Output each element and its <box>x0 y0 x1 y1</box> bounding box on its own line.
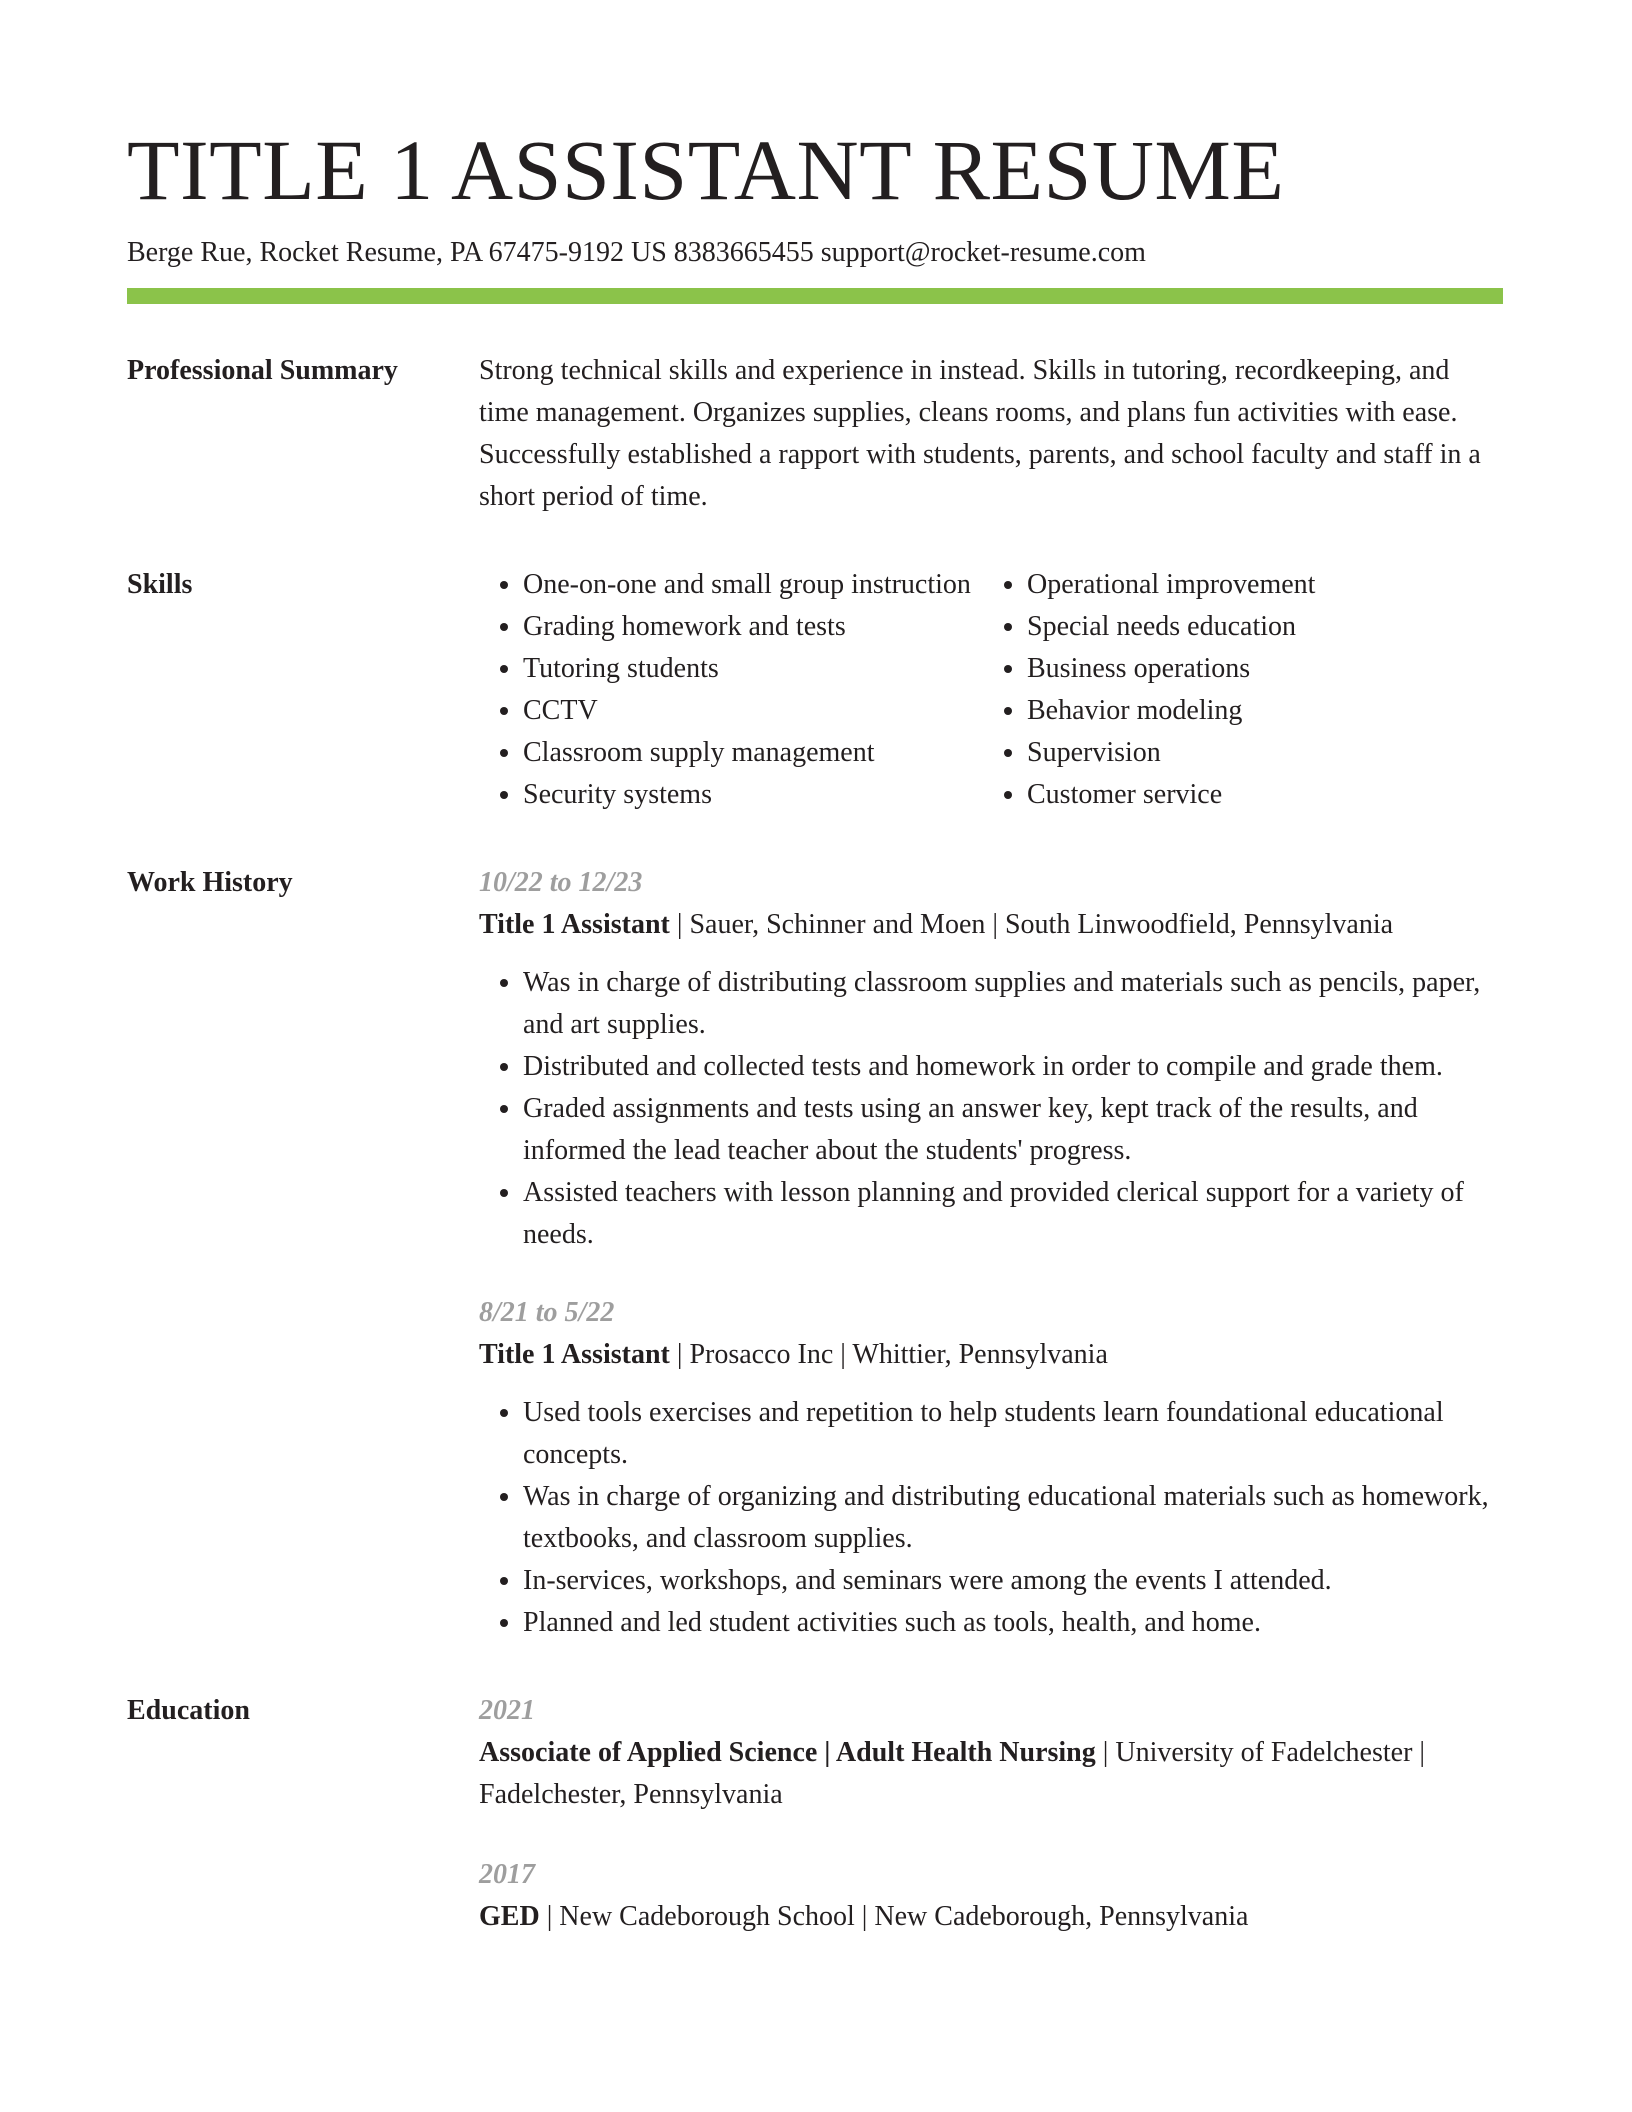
job-dates: 8/21 to 5/22 <box>479 1297 615 1328</box>
skill-item: • Classroom supply management <box>523 732 983 774</box>
job-dates: 10/22 to 12/23 <box>479 867 643 898</box>
education-heading <box>479 1732 1503 1816</box>
education-degree: Associate of Applied Science | Adult Health Nursing <box>479 1737 1096 1768</box>
job-entry <box>479 1292 1503 1644</box>
job-bullet: • Distributed and collected tests and homework in order to compile and grade them. <box>523 1046 1503 1088</box>
education-year: 2021 <box>479 1695 535 1726</box>
job-title: Title 1 Assistant <box>479 909 670 940</box>
skill-item: • Supervision <box>1027 732 1487 774</box>
skills-column-2 <box>983 564 1487 816</box>
skill-item: • Behavior modeling <box>1027 690 1487 732</box>
skill-item: • One-on-one and small group instruction <box>523 564 983 606</box>
skill-item: • Security systems <box>523 774 983 816</box>
accent-divider <box>127 288 1503 304</box>
work-history-section <box>127 862 1503 1644</box>
job-title: Title 1 Assistant <box>479 1339 670 1370</box>
job-entry <box>479 862 1503 1256</box>
job-bullet: • Planned and led student activities such as tools, health, and home. <box>523 1602 1503 1644</box>
skills-section <box>127 564 1503 816</box>
education-label: Education <box>127 1695 250 1726</box>
job-heading <box>479 904 1503 946</box>
skill-item: • CCTV <box>523 690 983 732</box>
contact-info: Berge Rue, Rocket Resume, PA 67475-9192 US 8383665455 support@rocket-resume.com <box>127 237 1146 268</box>
education-heading <box>479 1896 1503 1938</box>
education-details: | New Cadeborough School | New Cadeborough, Pennsylvania <box>539 1901 1249 1932</box>
education-entry <box>479 1854 1503 1938</box>
education-section <box>127 1690 1503 1938</box>
work-history-label: Work History <box>127 867 293 898</box>
skill-item: • Customer service <box>1027 774 1487 816</box>
skills-list <box>479 564 1503 816</box>
job-bullets <box>479 1392 1503 1644</box>
skill-item: • Operational improvement <box>1027 564 1487 606</box>
job-details: | Prosacco Inc | Whittier, Pennsylvania <box>669 1339 1108 1370</box>
job-bullet: • Assisted teachers with lesson planning and provided clerical support for a variety of needs. <box>523 1172 1503 1256</box>
skills-column-1 <box>479 564 983 816</box>
summary-text: Strong technical skills and experience in instead. Skills in tutoring, recordkeeping, and time management. Organizes supplies, cleans rooms, and plans fun activities with ease. Successfully established a rapport with students, parents, and school faculty and staff in a short period of time. <box>479 355 1481 512</box>
job-heading <box>479 1334 1503 1376</box>
job-bullet: • Was in charge of organizing and distributing educational materials such as homework, textbooks, and classroom supplies. <box>523 1476 1503 1560</box>
resume-title: TITLE 1 ASSISTANT RESUME <box>127 122 1285 218</box>
resume-page <box>127 118 1503 1938</box>
summary-label: Professional Summary <box>127 355 398 386</box>
education-details: | University of Fadelchester | Fadelchester, Pennsylvania <box>479 1737 1425 1810</box>
skill-item: • Grading homework and tests <box>523 606 983 648</box>
education-degree: GED <box>479 1901 540 1932</box>
job-bullet: • Used tools exercises and repetition to help students learn foundational educational concepts. <box>523 1392 1503 1476</box>
skills-label: Skills <box>127 569 193 600</box>
job-bullet: • Graded assignments and tests using an answer key, kept track of the results, and informed the lead teacher about the students' progress. <box>523 1088 1503 1172</box>
job-details: | Sauer, Schinner and Moen | South Linwoodfield, Pennsylvania <box>669 909 1394 940</box>
education-entry <box>479 1690 1503 1816</box>
skill-item: • Tutoring students <box>523 648 983 690</box>
job-bullet: • Was in charge of distributing classroom supplies and materials such as pencils, paper, and art supplies. <box>523 962 1503 1046</box>
job-bullet: • In-services, workshops, and seminars were among the events I attended. <box>523 1560 1503 1602</box>
education-year: 2017 <box>479 1859 535 1890</box>
job-bullets <box>479 962 1503 1256</box>
summary-section <box>127 350 1503 518</box>
skill-item: • Special needs education <box>1027 606 1487 648</box>
skill-item: • Business operations <box>1027 648 1487 690</box>
